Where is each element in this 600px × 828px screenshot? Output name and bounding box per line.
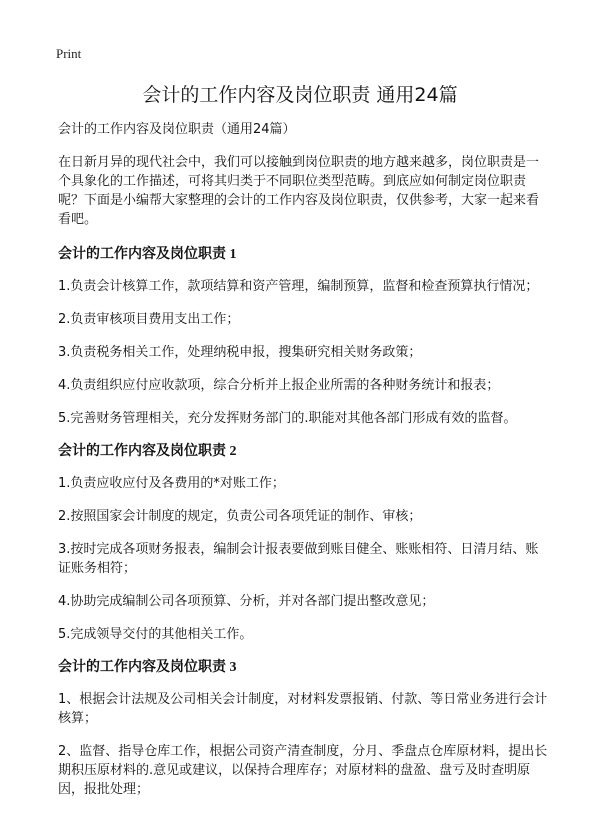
document-content [58,120,548,813]
list-item: 1.负责会计核算工作，款项结算和资产管理，编制预算，监督和检查预算执行情况； [58,279,539,294]
list-item: 5.完成领导交付的其他相关工作。 [58,627,253,642]
section-heading: 会计的工作内容及岗位职责 2 [58,444,237,459]
section-heading: 会计的工作内容及岗位职责 3 [58,660,237,675]
list-item: 3.按时完成各项财务报表，编制会计报表要做到账目健全、账账相符、日清月结、账证账务相符； [58,542,539,576]
print-link[interactable]: Print [56,46,82,61]
page-title: 会计的工作内容及岗位职责 通用24篇 [142,84,458,106]
intro-paragraph: 在日新月异的现代社会中，我们可以接触到岗位职责的地方越来越多，岗位职责是一个具象化的工作描述，可将其归类于不同职位类型范畴。到底应如何制定岗位职责呢？下面是小编帮大家整理的会计的工作内容及岗位职责，仅供参考，大家一起来看看吧。 [58,155,540,227]
list-item: 2、监督、指导仓库工作，根据公司资产清查制度，分月、季盘点仓库原材料，提出长期积压原材料的.意见或建议，以保持合理库存；对原材料的盘盈、盘亏及时查明原因，报批处理； [58,744,548,797]
document-subtitle: 会计的工作内容及岗位职责（通用24篇） [58,122,296,137]
list-item: 1.负责应收应付及各费用的*对账工作； [58,476,285,491]
list-item: 3.负责税务相关工作，处理纳税申报，搜集研究相关财务政策； [58,345,422,360]
list-item: 5.完善财务管理相关，充分发挥财务部门的.职能对其他各部门形成有效的监督。 [58,411,517,426]
section-heading: 会计的工作内容及岗位职责 1 [58,247,237,262]
section-3 [58,658,548,799]
list-item: 4.协助完成编制公司各项预算、分析，并对各部门提出整改意见； [58,594,435,609]
list-item: 1、根据会计法规及公司相关会计制度，对材料发票报销、付款、等日常业务进行会计核算； [58,692,548,726]
list-item: 2.负责审核项目费用支出工作； [58,312,240,327]
list-item: 2.按照国家会计制度的规定，负责公司各项凭证的制作、审核； [58,509,422,524]
list-item: 4.负责组织应付应收款项，综合分析并上报企业所需的各种财务统计和报表； [58,378,500,393]
section-2 [58,442,548,644]
section-1 [58,245,548,428]
